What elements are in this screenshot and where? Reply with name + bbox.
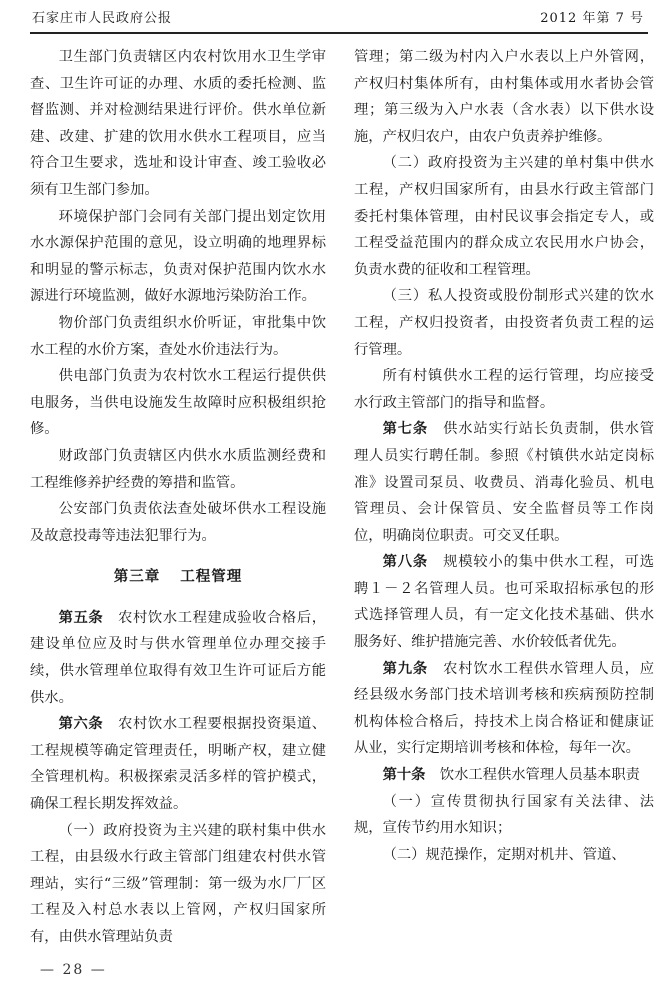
article-9 <box>354 656 654 762</box>
article-text: 供水站实行站长负责制，供水管理人员实行聘任制。参照《村镇供水站定岗标准》设置司泵员、收费员、消毒化验员、机电管理员、会计保管员、安全监督员等工作岗位，明确岗位职责。可交叉任职。 <box>354 421 655 544</box>
article-8 <box>354 549 654 655</box>
article-label: 第十条 <box>382 767 426 784</box>
article-label: 第五条 <box>58 609 104 626</box>
article-10 <box>354 762 654 789</box>
page-header <box>30 6 648 34</box>
chapter-title: 工程管理 <box>180 568 243 586</box>
paragraph: 公安部门负责依法查处破坏供水工程设施及故意投毒等违法犯罪行为。 <box>30 501 326 544</box>
paragraph: 管理；第二级为村内入户水表以上户外管网，产权归村集体所有，由村集体或用水者协会管理；第三级为入户水表（含水表）以下供水设施，产权归农户，由农户负责养护维修。 <box>354 49 654 145</box>
paragraph: （一）宣传贯彻执行国家有关法律、法规，宣传节约用水知识； <box>354 793 654 837</box>
paragraph: （二）规范操作，定期对机井、管道、 <box>382 846 626 863</box>
paragraph: 供电部门负责为农村饮水工程运行提供供电服务，当供电设施发生故障时应积极组织抢修。 <box>30 368 326 438</box>
article-text: 农村饮水工程建成验收合格后，建设单位应及时与供水管理单位办理交接手续，供水管理单位取得有效卫生许可证后方能供水。 <box>30 609 327 706</box>
paragraph: 环境保护部门会同有关部门提出划定饮用水水源保护范围的意见，设立明确的地理界标和明显的警示标志，负责对保护范围内饮水水源进行环境监测，做好水源地污染防治工作。 <box>30 208 326 305</box>
paragraph: （一）政府投资为主兴建的联村集中供水工程，由县级水行政主管部门组建农村供水管理站，实行“三级”管理制：第一级为水厂厂区工程及入村总水表以上管网，产权归国家所有，由供水管理站负责 <box>30 822 326 945</box>
article-text: 农村饮水工程供水管理人员，应经县级水务部门技术培训考核和疾病预防控制机构体检合格后，持技术上岗合格证和健康证从业，实行定期培训考核和体检，每年一次。 <box>354 660 655 757</box>
left-column <box>30 44 326 951</box>
issue-number: 2012 年第 7 号 <box>540 11 644 26</box>
article-text: 规模较小的集中供水工程，可选聘１－２名管理人员。也可采取招标承包的形式选择管理人员，有一定文化技术基础、供水服务好、维护措施完善、水价较低者优先。 <box>354 554 655 651</box>
paragraph: 卫生部门负责辖区内农村饮用水卫生学审查、卫生许可证的办理、水质的委托检测、监督监测、并对检测结果进行评价。供水单位新建、改建、扩建的饮用水供水工程项目，应当符合卫生要求，选址和设计审查、竣工验收必须有卫生部门参加。 <box>30 49 326 198</box>
publication-title: 石家庄市人民政府公报 <box>32 11 173 26</box>
right-column <box>354 44 654 868</box>
article-5 <box>30 605 326 711</box>
article-label: 第九条 <box>382 660 428 677</box>
article-6 <box>30 711 326 817</box>
paragraph: 物价部门负责组织水价听证，审批集中饮水工程的水价方案，查处水价违法行为。 <box>30 314 326 358</box>
chapter-heading <box>30 564 326 591</box>
paragraph: 财政部门负责辖区内供水水质监测经费和工程维修养护经费的筹措和监管。 <box>30 447 326 491</box>
article-label: 第六条 <box>58 716 104 733</box>
article-7 <box>354 416 654 549</box>
paragraph: 所有村镇供水工程的运行管理，均应接受水行政主管部门的指导和监督。 <box>354 368 654 411</box>
article-label: 第八条 <box>382 554 428 571</box>
article-text: 农村饮水工程要根据投资渠道、工程规模等确定管理责任，明晰产权，建立健全管理机构。积极探索灵活多样的管护模式，确保工程长期发挥效益。 <box>30 716 327 813</box>
article-text: 饮水工程供水管理人员基本职责 <box>439 767 640 784</box>
paragraph: （二）政府投资为主兴建的单村集中供水工程，产权归国家所有，由县水行政主管部门委托村集体管理，由村民议事会指定专人，或工程受益范围内的群众成立农民用水户协会，负责水费的征收和工程管理。 <box>354 155 654 278</box>
page-number: — 28 — <box>40 962 107 978</box>
paragraph: （三）私人投资或股份制形式兴建的饮水工程，产权归投资者，由投资者负责工程的运行管理。 <box>354 288 654 358</box>
article-label: 第七条 <box>382 421 428 438</box>
chapter-number: 第三章 <box>113 568 161 586</box>
